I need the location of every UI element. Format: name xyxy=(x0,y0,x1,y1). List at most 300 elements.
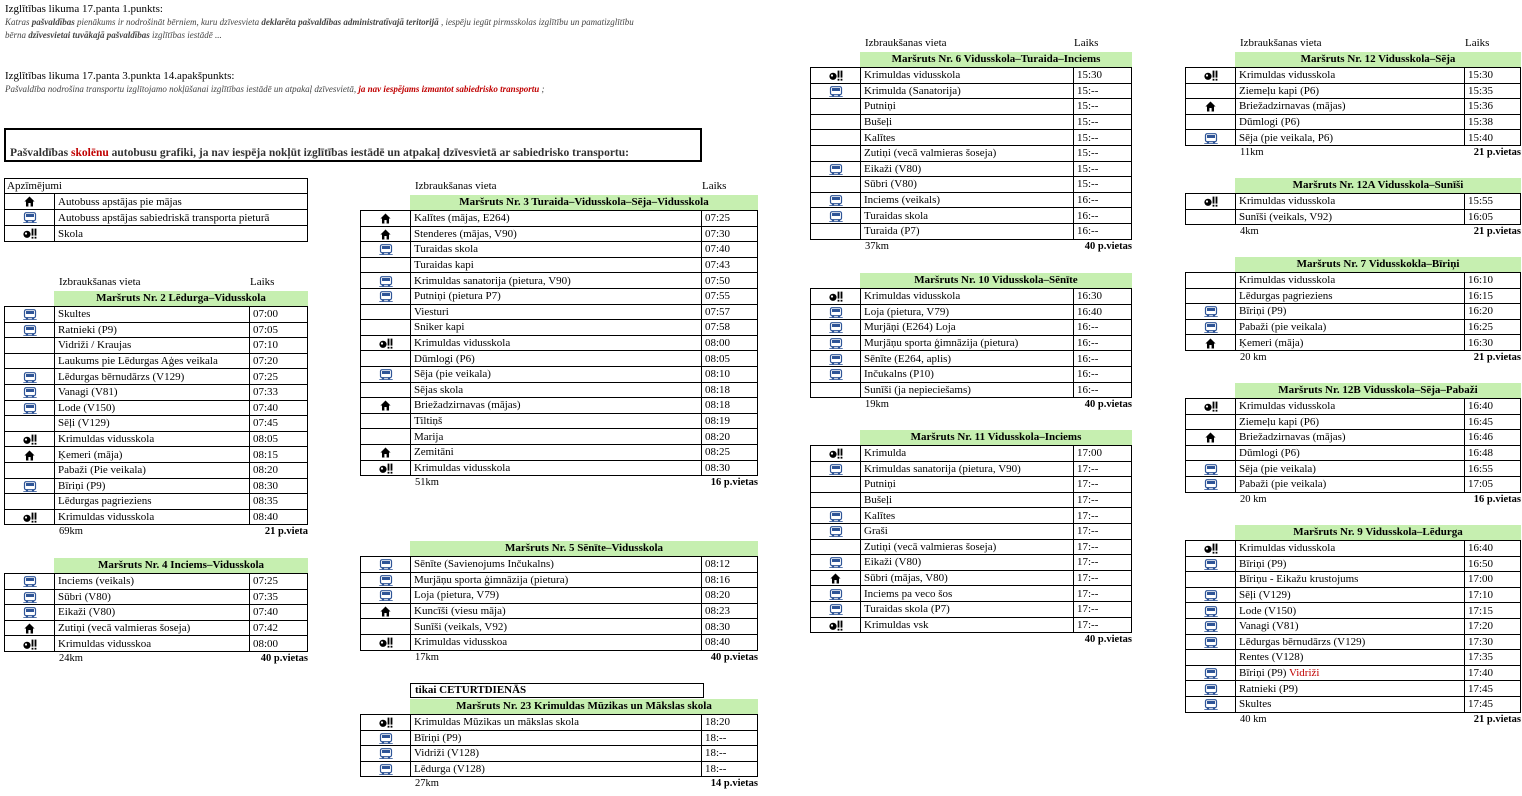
stop-name-text: Krimulda xyxy=(864,447,907,460)
stop-name xyxy=(55,353,250,369)
stop-time: 15:-- xyxy=(1074,177,1132,193)
stop-name-text: Krimuldas vidusskola xyxy=(864,69,961,82)
stop-icon-cell xyxy=(361,351,411,367)
bus-stop-icon xyxy=(5,400,55,416)
stop-name xyxy=(411,257,702,273)
stop-time: 08:00 xyxy=(250,636,308,652)
route-9 xyxy=(1185,525,1521,727)
stop-row xyxy=(1186,335,1521,351)
stop-row xyxy=(361,715,758,731)
stop-name xyxy=(55,636,250,652)
banner-part2: skolēnu xyxy=(71,147,109,159)
bus-stop-icon xyxy=(5,384,55,400)
banner-box xyxy=(4,128,702,162)
stop-name xyxy=(411,398,702,414)
stop-name-text: Krimuldas vidusskola xyxy=(414,461,511,474)
bus-stop-icon xyxy=(361,588,411,604)
stop-name-text: Bīriņi (P9) xyxy=(414,731,462,744)
route-title: Maršruts Nr. 10 Vidusskola–Sēnīte xyxy=(860,273,1132,288)
stop-row xyxy=(1186,273,1521,289)
stop-name-text: Lēdurga (V128) xyxy=(414,763,485,776)
stop-name xyxy=(1236,541,1465,557)
stop-name xyxy=(861,617,1074,633)
stop-name-text: Krimuldas vidusskola xyxy=(1239,542,1336,555)
stop-name xyxy=(55,416,250,432)
stop-name-text: Sūbri (V80) xyxy=(58,590,111,603)
stop-time: 17:00 xyxy=(1465,572,1521,588)
stop-name xyxy=(861,99,1074,115)
stop-row xyxy=(1186,476,1521,492)
bus-stop-icon xyxy=(811,304,861,320)
bus-stop-icon xyxy=(1186,461,1236,477)
stop-time: 08:15 xyxy=(250,447,308,463)
stop-name xyxy=(861,161,1074,177)
school-icon xyxy=(811,68,861,84)
stop-row xyxy=(1186,696,1521,712)
bus-stop-icon xyxy=(811,192,861,208)
stop-name-text: Ziemeļu kapi (P6) xyxy=(1239,415,1320,428)
route-footer xyxy=(1185,713,1521,727)
stop-name xyxy=(411,761,702,777)
stop-name-text: Bīriņi (P9) xyxy=(58,479,106,492)
route-distance: 27km xyxy=(415,778,439,790)
stop-time: 16:-- xyxy=(1074,382,1132,398)
stop-name-text: Sējas skola xyxy=(414,383,464,396)
route-distance: 17km xyxy=(415,651,439,663)
stop-row xyxy=(811,446,1132,462)
stop-icon-cell xyxy=(811,382,861,398)
stop-time: 15:-- xyxy=(1074,161,1132,177)
stop-icon-cell xyxy=(361,429,411,445)
stop-time: 07:30 xyxy=(702,226,758,242)
stop-time: 18:20 xyxy=(702,715,758,731)
bus-stop-icon xyxy=(811,366,861,382)
route-table xyxy=(810,445,1132,633)
stop-name-text: Murjāņu sporta ģimnāzija (pietura) xyxy=(414,573,569,586)
stop-row xyxy=(361,242,758,258)
stop-row xyxy=(5,384,308,400)
stop-name xyxy=(55,384,250,400)
stop-name-text: Bušeļi xyxy=(864,494,893,507)
column-time: Laiks xyxy=(1074,37,1099,49)
bus-stop-icon xyxy=(361,761,411,777)
stop-time: 16:55 xyxy=(1465,461,1521,477)
stop-name-text: Krimuldas vidusskoa xyxy=(414,636,508,649)
bus-stop-icon xyxy=(811,461,861,477)
stop-name xyxy=(1236,399,1465,415)
stop-row xyxy=(811,145,1132,161)
stop-name-text: Marija xyxy=(414,430,444,443)
route-seats: 21 p.vietas xyxy=(1473,226,1521,238)
stop-name xyxy=(1236,194,1465,210)
stop-time: 17:00 xyxy=(1074,446,1132,462)
route-table xyxy=(1185,540,1521,713)
stop-row xyxy=(5,620,308,636)
stop-time: 08:00 xyxy=(702,335,758,351)
stop-time: 17:45 xyxy=(1465,681,1521,697)
stop-time: 08:20 xyxy=(250,462,308,478)
bus-stop-icon xyxy=(1186,681,1236,697)
stop-row xyxy=(811,601,1132,617)
stop-icon-cell xyxy=(1186,414,1236,430)
stop-time: 18:-- xyxy=(702,730,758,746)
route-title: Maršruts Nr. 3 Turaida–Vidusskola–Sēja–Vidusskola xyxy=(410,195,758,210)
stop-name-text: Inciems (veikals) xyxy=(864,194,941,207)
stop-time: 07:25 xyxy=(250,369,308,385)
stop-time: 15:-- xyxy=(1074,145,1132,161)
stop-name-text: Inčukalns (P10) xyxy=(864,368,934,381)
stop-time: 15:30 xyxy=(1074,68,1132,84)
route-12 xyxy=(1185,36,1521,160)
bus-stop-icon xyxy=(1186,130,1236,146)
stop-row xyxy=(361,382,758,398)
stop-row xyxy=(811,351,1132,367)
stop-row xyxy=(811,523,1132,539)
stop-name xyxy=(1236,335,1465,351)
school-icon xyxy=(5,509,55,525)
stop-row xyxy=(1186,587,1521,603)
stop-name xyxy=(55,338,250,354)
stop-icon-cell xyxy=(811,539,861,555)
stop-row xyxy=(1186,414,1521,430)
stop-extra: Vidriži xyxy=(1288,667,1320,680)
stop-icon-cell xyxy=(1186,83,1236,99)
stop-row xyxy=(5,462,308,478)
stop-row xyxy=(811,555,1132,571)
bus-stop-icon xyxy=(5,574,55,590)
stop-name xyxy=(861,145,1074,161)
stop-name xyxy=(1236,445,1465,461)
route-distance: 4km xyxy=(1240,226,1259,238)
stop-name xyxy=(55,494,250,510)
stop-name xyxy=(1236,650,1465,666)
stop-time: 16:-- xyxy=(1074,320,1132,336)
stop-name-text: Bīriņi (P9) xyxy=(1239,305,1287,318)
stop-name-text: Turaidas skola xyxy=(864,209,929,222)
stop-name-text: Sūbri (V80) xyxy=(864,178,917,191)
route-seats: 40 p.vietas xyxy=(260,652,308,664)
bus-stop-icon xyxy=(361,273,411,289)
route-table xyxy=(4,573,308,652)
stop-name-text: Laukums pie Lēdurgas Aģes veikala xyxy=(58,355,218,368)
stop-time: 07:42 xyxy=(250,620,308,636)
stop-name-text: Ķemeri (māja) xyxy=(1239,336,1304,349)
bus-stop-icon xyxy=(1186,634,1236,650)
column-departure: Izbraukšanas vieta xyxy=(1240,37,1322,49)
school-icon xyxy=(361,634,411,650)
route-seats: 40 p.vietas xyxy=(1084,399,1132,411)
stop-row xyxy=(1186,430,1521,446)
stop-time: 17:-- xyxy=(1074,492,1132,508)
stop-row xyxy=(5,307,308,323)
stop-name-text: Dūmlogi (P6) xyxy=(414,352,475,365)
stop-name xyxy=(861,477,1074,493)
stop-name xyxy=(861,570,1074,586)
stop-time: 07:57 xyxy=(702,304,758,320)
stop-name xyxy=(861,366,1074,382)
column-time: Laiks xyxy=(1465,37,1490,49)
stop-name-text: Lēdurgas pagrieziens xyxy=(58,495,152,508)
stop-row xyxy=(1186,209,1521,225)
stop-time: 15:40 xyxy=(1465,130,1521,146)
stop-time: 15:55 xyxy=(1465,194,1521,210)
stop-time: 17:-- xyxy=(1074,461,1132,477)
stop-row xyxy=(1186,194,1521,210)
stop-name xyxy=(1236,587,1465,603)
stop-name xyxy=(55,431,250,447)
stop-icon-cell xyxy=(1186,572,1236,588)
route-seats: 16 p.vietas xyxy=(1473,493,1521,505)
stop-name xyxy=(411,429,702,445)
stop-name xyxy=(411,304,702,320)
stop-name-text: Zutiņi (vecā valmieras šoseja) xyxy=(864,540,997,553)
stop-name-text: Kalītes (mājas, E264) xyxy=(414,212,510,225)
stop-name-text: Kalītes xyxy=(864,131,896,144)
column-time: Laiks xyxy=(250,276,275,288)
legend-label: Autobuss apstājas sabiedriskā transporta pieturā xyxy=(55,210,308,226)
stop-time: 16:40 xyxy=(1465,541,1521,557)
bus-stop-icon xyxy=(1186,556,1236,572)
stop-name xyxy=(411,603,702,619)
stop-name-text: Krimuldas sanatorija (pietura, V90) xyxy=(414,274,571,287)
stop-time: 08:30 xyxy=(702,460,758,476)
stop-name xyxy=(411,557,702,573)
route-footer xyxy=(810,240,1132,254)
legend-item xyxy=(5,226,308,242)
stop-time: 07:20 xyxy=(250,353,308,369)
stop-name xyxy=(1236,681,1465,697)
stop-row xyxy=(5,416,308,432)
stop-name-text: Vidriži / Kraujas xyxy=(58,339,132,352)
school-icon xyxy=(1186,68,1236,84)
stop-name xyxy=(861,192,1074,208)
school-icon xyxy=(361,460,411,476)
stop-row xyxy=(1186,541,1521,557)
route-seats: 21 p.vietas xyxy=(1473,713,1521,725)
stop-time: 07:25 xyxy=(702,211,758,227)
stop-time: 15:-- xyxy=(1074,114,1132,130)
stop-row xyxy=(811,477,1132,493)
stop-icon-cell xyxy=(5,338,55,354)
stop-name xyxy=(411,273,702,289)
stop-row xyxy=(1186,634,1521,650)
stop-name-text: Inciems pa veco šos xyxy=(864,587,953,600)
route-footer xyxy=(4,652,308,666)
stop-name-text: Murjāņi (E264) Loja xyxy=(864,321,956,334)
stop-row xyxy=(361,366,758,382)
stop-row xyxy=(361,761,758,777)
stop-row xyxy=(361,398,758,414)
stop-row xyxy=(361,746,758,762)
stop-row xyxy=(361,429,758,445)
stop-row xyxy=(361,460,758,476)
stop-name xyxy=(411,288,702,304)
stop-name-text: Krimuldas vidusskola xyxy=(58,511,155,524)
stop-name xyxy=(861,508,1074,524)
route-footer xyxy=(1185,351,1521,365)
stop-row xyxy=(811,223,1132,239)
stop-name-text: Briežadzirnavas (mājas) xyxy=(1239,100,1346,113)
stop-name xyxy=(861,114,1074,130)
stop-row xyxy=(811,570,1132,586)
route-3 xyxy=(360,179,758,490)
route-title: Maršruts Nr. 12B Vidusskola–Sēja–Pabaži xyxy=(1235,383,1521,398)
stop-time: 16:46 xyxy=(1465,430,1521,446)
stop-icon-cell xyxy=(5,494,55,510)
route-footer xyxy=(360,651,758,665)
route-table xyxy=(360,556,758,651)
stop-icon-cell xyxy=(811,477,861,493)
route-table xyxy=(1185,67,1521,146)
bus-stop-icon xyxy=(811,208,861,224)
law1-line1-d: deklarēta pašvaldības administratīvajā teritorijā xyxy=(261,17,439,27)
route-23 xyxy=(360,699,758,791)
stop-name-text: Bušeļi xyxy=(864,116,893,129)
stop-time: 17:-- xyxy=(1074,539,1132,555)
stop-name-text: Briežadzirnavas (mājas) xyxy=(414,399,521,412)
stop-name xyxy=(411,444,702,460)
stop-row xyxy=(811,335,1132,351)
stop-name xyxy=(1236,572,1465,588)
school-icon xyxy=(5,636,55,652)
stop-icon-cell xyxy=(361,320,411,336)
bus-stop-icon xyxy=(361,242,411,258)
stop-row xyxy=(5,338,308,354)
stop-name-text: Bīriņi (P9) xyxy=(1239,557,1287,570)
stop-time: 16:15 xyxy=(1465,288,1521,304)
stop-name xyxy=(1236,273,1465,289)
stop-name xyxy=(861,304,1074,320)
bus-stop-icon xyxy=(811,508,861,524)
legend-label: Autobuss apstājas pie mājas xyxy=(55,194,308,210)
stop-icon-cell xyxy=(361,619,411,635)
stop-time: 17:-- xyxy=(1074,555,1132,571)
stop-name xyxy=(55,620,250,636)
stop-time: 17:-- xyxy=(1074,477,1132,493)
route-2 xyxy=(4,275,308,539)
stop-time: 08:35 xyxy=(250,494,308,510)
stop-time: 15:38 xyxy=(1465,114,1521,130)
banner-part1: Pašvaldības xyxy=(10,147,72,159)
stop-name xyxy=(861,208,1074,224)
stop-name-text: Loja (pietura, V79) xyxy=(414,589,500,602)
stop-name-text: Lode (V150) xyxy=(58,401,116,414)
house-icon xyxy=(5,620,55,636)
stop-name-text: Turaida (P7) xyxy=(864,225,920,238)
school-icon xyxy=(1186,541,1236,557)
route-4 xyxy=(4,558,308,666)
stop-name-text: Krimuldas vidusskola xyxy=(1239,400,1336,413)
school-icon xyxy=(1186,194,1236,210)
house-icon xyxy=(361,211,411,227)
thursday-note: tikai CETURTDIENĀS xyxy=(410,683,704,698)
stop-row xyxy=(1186,556,1521,572)
stop-name-text: Inciems (veikals) xyxy=(58,575,135,588)
stop-name xyxy=(411,572,702,588)
stop-row xyxy=(361,619,758,635)
stop-time: 08:40 xyxy=(250,509,308,525)
stop-name-text: Kuncīši (viesu māja) xyxy=(414,605,506,618)
stop-time: 08:20 xyxy=(702,588,758,604)
law1-title: Izglītības likuma 17.panta 1.punkts: xyxy=(5,3,163,15)
stop-time: 07:33 xyxy=(250,384,308,400)
school-icon xyxy=(811,617,861,633)
stop-name-text: Sēļi (V129) xyxy=(1239,589,1291,602)
stop-time: 16:30 xyxy=(1074,289,1132,305)
route-12a xyxy=(1185,178,1521,239)
stop-row xyxy=(361,288,758,304)
house-icon xyxy=(361,398,411,414)
bus-stop-icon xyxy=(811,586,861,602)
stop-time: 07:05 xyxy=(250,322,308,338)
banner-part3: autobusu grafiki, ja nav iespēja nokļūt izglītības iestādē un atpakaļ dzīvesvietā ar sabiedrisko transportu: xyxy=(108,147,629,159)
house-icon xyxy=(5,194,55,210)
stop-name-text: Vanagi (V81) xyxy=(1239,620,1299,633)
stop-name xyxy=(861,83,1074,99)
bus-stop-icon xyxy=(1186,476,1236,492)
stop-name xyxy=(55,447,250,463)
stop-name xyxy=(411,242,702,258)
stop-name xyxy=(861,601,1074,617)
stop-name-text: Eikaži (V80) xyxy=(864,162,922,175)
stop-name xyxy=(1236,209,1465,225)
route-footer xyxy=(1185,225,1521,239)
stop-time: 17:-- xyxy=(1074,523,1132,539)
route-footer xyxy=(360,777,758,791)
stop-name-text: Krimuldas vsk xyxy=(864,618,929,631)
stop-name-text: Krimuldas vidusskola xyxy=(1239,195,1336,208)
route-title: Maršruts Nr. 11 Vidusskola–Inciems xyxy=(860,430,1132,445)
stop-time: 18:-- xyxy=(702,761,758,777)
stop-icon-cell xyxy=(1186,114,1236,130)
column-header xyxy=(4,275,308,289)
bus-stop-icon xyxy=(5,605,55,621)
law1-line1-c: pienākums ir nodrošināt bērniem, kuru dzīvesvieta xyxy=(74,17,262,27)
stop-row xyxy=(1186,445,1521,461)
stop-icon-cell xyxy=(811,130,861,146)
house-icon xyxy=(1186,430,1236,446)
stop-row xyxy=(361,444,758,460)
legend-heading: Apzīmējumi xyxy=(4,178,308,193)
stop-time: 16:10 xyxy=(1465,273,1521,289)
stop-name xyxy=(411,746,702,762)
stop-row xyxy=(811,130,1132,146)
stop-name xyxy=(1236,99,1465,115)
stop-name xyxy=(411,226,702,242)
stop-row xyxy=(361,603,758,619)
stop-time: 07:50 xyxy=(702,273,758,289)
route-12b xyxy=(1185,383,1521,507)
stop-name xyxy=(411,320,702,336)
bus-stop-icon xyxy=(361,557,411,573)
route-footer xyxy=(4,525,308,539)
stop-name-text: Tiltiņš xyxy=(414,415,443,428)
stop-name-text: Zutiņi (vecā valmieras šoseja) xyxy=(864,147,997,160)
house-icon xyxy=(5,447,55,463)
stop-row xyxy=(1186,618,1521,634)
stop-name xyxy=(861,446,1074,462)
stop-name-text: Vanagi (V81) xyxy=(58,386,118,399)
stop-name-text: Sēja (pie veikala) xyxy=(414,368,491,381)
route-title: Maršruts Nr. 12 Vidusskola–Sēja xyxy=(1235,52,1521,67)
stop-row xyxy=(811,539,1132,555)
legend xyxy=(4,178,308,242)
stop-name-text: Lode (V150) xyxy=(1239,604,1297,617)
stop-row xyxy=(361,211,758,227)
stop-name xyxy=(55,322,250,338)
stop-row xyxy=(1186,68,1521,84)
stop-name xyxy=(1236,461,1465,477)
